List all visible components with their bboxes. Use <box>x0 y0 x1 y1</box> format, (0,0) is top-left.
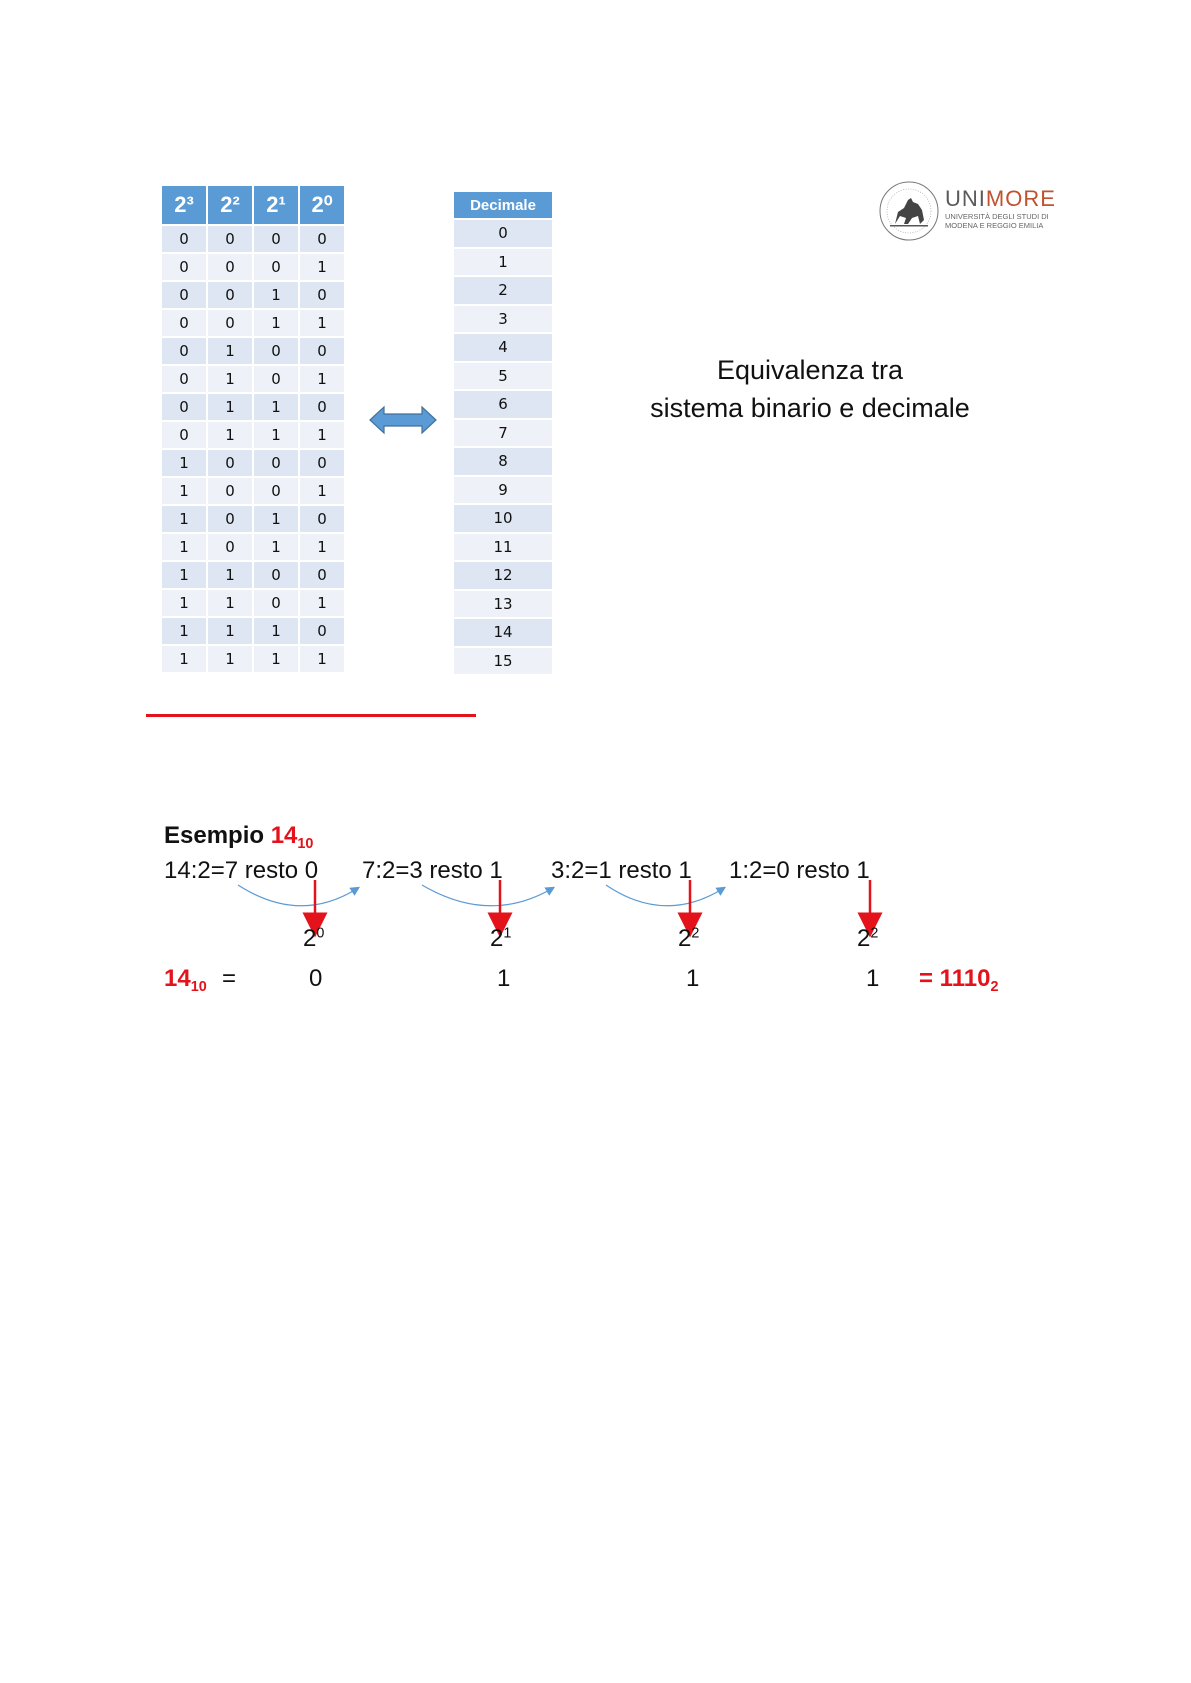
power-base: 2 <box>857 925 871 952</box>
decimal-cell: 6 <box>454 391 552 418</box>
binary-cell: 0 <box>254 478 298 504</box>
power-exponent: 2 <box>870 925 879 942</box>
power-label <box>678 925 699 953</box>
binary-cell: 0 <box>254 366 298 392</box>
decimal-cell: 0 <box>454 220 552 247</box>
binary-cell: 1 <box>300 646 344 672</box>
binary-cell: 1 <box>208 646 252 672</box>
decimal-cell: 14 <box>454 619 552 646</box>
result-digit: 1 <box>686 965 700 992</box>
binary-cell: 1 <box>162 506 206 532</box>
logo-subtitle-line2: MODENA E REGGIO EMILIA <box>945 221 1044 230</box>
binary-cell: 0 <box>300 562 344 588</box>
binary-cell: 1 <box>300 366 344 392</box>
binary-cell: 0 <box>208 254 252 280</box>
binary-cell: 1 <box>162 562 206 588</box>
division-step: 1:2=0 resto 1 <box>729 857 870 884</box>
division-step: 3:2=1 resto 1 <box>551 857 692 884</box>
binary-cell: 0 <box>208 478 252 504</box>
binary-cell: 0 <box>208 226 252 252</box>
power-label <box>303 925 324 953</box>
header-cell: 2¹ <box>254 186 298 224</box>
binary-cell: 0 <box>162 310 206 336</box>
binary-cell: 1 <box>208 394 252 420</box>
power-label <box>490 925 511 953</box>
binary-cell: 0 <box>162 254 206 280</box>
page-title-line2: sistema binario e decimale <box>650 393 970 423</box>
binary-cell: 0 <box>254 338 298 364</box>
example-number-base: 10 <box>297 836 314 853</box>
result-left-number: 14 <box>164 965 191 992</box>
binary-cell: 1 <box>300 254 344 280</box>
binary-cell: 1 <box>254 646 298 672</box>
binary-cell: 0 <box>162 366 206 392</box>
binary-cell: 1 <box>208 590 252 616</box>
binary-cell: 0 <box>162 422 206 448</box>
binary-cell: 1 <box>254 618 298 644</box>
binary-cell: 0 <box>254 254 298 280</box>
binary-cell: 0 <box>254 562 298 588</box>
curved-arrow-icon <box>422 885 553 906</box>
result-left-base: 10 <box>190 979 207 996</box>
power-exponent: 2 <box>691 925 700 942</box>
curved-arrow-icon <box>238 885 358 906</box>
binary-cell: 1 <box>208 562 252 588</box>
binary-cell: 1 <box>254 394 298 420</box>
power-label <box>857 925 878 953</box>
division-step: 7:2=3 resto 1 <box>362 857 503 884</box>
result-digit: 1 <box>497 965 511 992</box>
example-label: Esempio <box>164 822 265 849</box>
decimal-cell: 2 <box>454 277 552 304</box>
power-exponent: 1 <box>503 925 512 942</box>
binary-cell: 0 <box>208 282 252 308</box>
curved-arrow-icon <box>606 885 724 906</box>
binary-cell: 1 <box>162 450 206 476</box>
result-digit: 1 <box>866 965 880 992</box>
binary-cell: 0 <box>208 534 252 560</box>
decimal-cell: 5 <box>454 363 552 390</box>
decimal-cell: 7 <box>454 420 552 447</box>
binary-cell: 1 <box>254 310 298 336</box>
binary-cell: 1 <box>300 478 344 504</box>
binary-cell: 1 <box>254 506 298 532</box>
header-cell: Decimale <box>454 192 552 218</box>
binary-cell: 0 <box>208 506 252 532</box>
binary-cell: 1 <box>162 534 206 560</box>
decimal-cell: 10 <box>454 505 552 532</box>
power-base: 2 <box>303 925 317 952</box>
decimal-cell: 11 <box>454 534 552 561</box>
power-exponent: 0 <box>316 925 325 942</box>
binary-cell: 1 <box>300 422 344 448</box>
logo-name-part2: MORE <box>985 186 1056 211</box>
binary-cell: 1 <box>208 338 252 364</box>
binary-cell: 1 <box>162 646 206 672</box>
result-left <box>164 965 207 995</box>
result-equals: = <box>222 965 237 992</box>
binary-cell: 0 <box>254 450 298 476</box>
binary-cell: 0 <box>300 506 344 532</box>
binary-cell: 0 <box>162 282 206 308</box>
decimal-cell: 12 <box>454 562 552 589</box>
binary-cell: 0 <box>300 226 344 252</box>
logo-subtitle-line1: UNIVERSITÀ DEGLI STUDI DI <box>945 212 1049 221</box>
binary-cell: 1 <box>208 422 252 448</box>
result-digit: 0 <box>309 965 323 992</box>
binary-cell: 1 <box>162 590 206 616</box>
power-base: 2 <box>678 925 692 952</box>
page-title-line1: Equivalenza tra <box>716 355 904 385</box>
result-binary <box>919 965 998 995</box>
binary-cell: 0 <box>300 338 344 364</box>
binary-cell: 0 <box>208 310 252 336</box>
binary-cell: 0 <box>162 226 206 252</box>
binary-cell: 1 <box>300 534 344 560</box>
header-cell: 2³ <box>162 186 206 224</box>
binary-cell: 0 <box>162 338 206 364</box>
binary-cell: 1 <box>208 366 252 392</box>
binary-cell: 0 <box>300 394 344 420</box>
division-step: 14:2=7 resto 0 <box>164 857 319 884</box>
decimal-cell: 3 <box>454 306 552 333</box>
decimal-cell: 9 <box>454 477 552 504</box>
binary-cell: 0 <box>254 590 298 616</box>
decimal-cell: 13 <box>454 591 552 618</box>
binary-cell: 1 <box>254 422 298 448</box>
header-cell: 2² <box>208 186 252 224</box>
binary-cell: 0 <box>208 450 252 476</box>
decimal-cell: 4 <box>454 334 552 361</box>
binary-cell: 0 <box>300 618 344 644</box>
binary-cell: 0 <box>300 282 344 308</box>
binary-cell: 1 <box>162 478 206 504</box>
binary-cell: 1 <box>254 282 298 308</box>
binary-cell: 0 <box>162 394 206 420</box>
binary-cell: 1 <box>254 534 298 560</box>
result-binary-base: 2 <box>990 979 999 996</box>
logo-name-part1: UNI <box>945 186 986 211</box>
binary-cell: 1 <box>162 618 206 644</box>
binary-cell: 0 <box>300 450 344 476</box>
binary-cell: 1 <box>300 310 344 336</box>
example-number-value: 14 <box>270 822 298 849</box>
binary-cell: 1 <box>208 618 252 644</box>
result-binary-value: = 1110 <box>919 965 991 992</box>
header-cell: 2⁰ <box>300 186 344 224</box>
decimal-cell: 8 <box>454 448 552 475</box>
binary-cell: 0 <box>254 226 298 252</box>
decimal-cell: 15 <box>454 648 552 675</box>
decimal-cell: 1 <box>454 249 552 276</box>
power-base: 2 <box>490 925 504 952</box>
binary-cell: 1 <box>300 590 344 616</box>
